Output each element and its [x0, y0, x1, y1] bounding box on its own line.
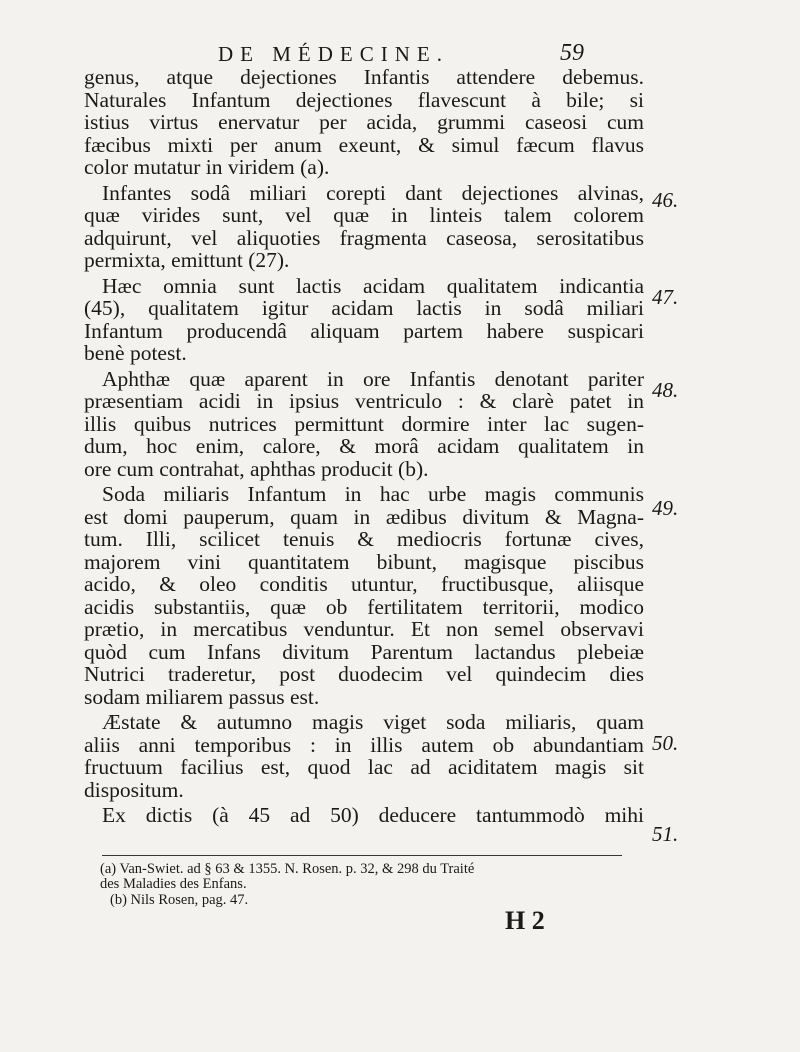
text-line: Aphthæ quæ aparent in ore Infantis denotant pariter [102, 366, 644, 391]
text-line: dispositum. [84, 777, 184, 802]
text-line: tum. Illi, scilicet tenuis & mediocris fortunæ cives, [84, 527, 644, 551]
text-line: fructuum facilius est, quod lac ad aciditatem magis sit [84, 755, 644, 779]
text-line: acido, & oleo conditis utuntur, fructibusque, aliisque [84, 572, 644, 596]
text-line: Ex dictis (à 45 ad 50) deducere tantummodò mihi [102, 803, 644, 827]
text-line: Nutrici traderetur, post duodecim vel quindecim dies [84, 662, 644, 686]
text-line: genus, atque dejectiones Infantis attendere debemus. [84, 65, 644, 89]
text-line: majorem vini quantitatem bibunt, magisque piscibus [84, 549, 644, 574]
margin-number: 51. [652, 822, 679, 846]
text-line: dum, hoc enim, calore, & morâ acidam qualitatem in [84, 434, 644, 458]
margin-number: 49. [652, 496, 679, 520]
text-line: præsentiam acidi in ipsius ventriculo : & clarè patet in [84, 389, 644, 413]
paragraph [84, 804, 644, 827]
footnote-b: (b) Nils Rosen, pag. 47. [110, 892, 249, 908]
text-line: istius virtus enervatur per acida, grummi caseosi cum [84, 110, 644, 134]
text-line: Naturales Infantum dejectiones flavescunt à bile; si [84, 87, 644, 112]
running-title: DE MÉDECINE. [218, 42, 449, 66]
text-line: acidis substantiis, quæ ob fertilitatem territorii, modico [84, 594, 644, 619]
text-line: quòd cum Infans divitum Parentum lactandus plebeiæ [84, 639, 644, 664]
text-line: permixta, emittunt (27). [84, 248, 290, 272]
text-line: fæcibus mixti per anum exeunt, & simul fæcum flavus [84, 132, 644, 157]
footnote-rule [102, 855, 622, 856]
paragraph [84, 483, 644, 708]
text-line: Infantes sodâ miliari corepti dant dejectiones alvinas, [102, 180, 644, 205]
paragraph [84, 368, 644, 481]
text-line: Infantum producendâ aliquam partem habere suspicari [84, 318, 644, 343]
text-line: illis quibus nutrices permittunt dormire inter lac sugen- [84, 411, 644, 436]
text-line: Æstate & autumno magis viget soda miliaris, quam [102, 710, 644, 734]
body-text [84, 66, 644, 830]
paragraph [84, 711, 644, 801]
paragraph [84, 275, 644, 365]
text-line: benè potest. [84, 341, 187, 365]
text-line: (45), qualitatem igitur acidam lactis in sodâ miliari [84, 296, 644, 320]
text-line: aliis anni temporibus : in illis autem ob abundantiam [84, 732, 644, 757]
text-line: Hæc omnia sunt lactis acidam qualitatem indicantia [102, 273, 644, 298]
paragraph [84, 182, 644, 272]
text-line: sodam miliarem passus est. [84, 684, 320, 709]
margin-number: 48. [652, 378, 679, 402]
text-line: color mutatur in viridem (a). [84, 155, 330, 179]
text-line: Soda miliaris Infantum in hac urbe magis communis [102, 482, 644, 506]
margin-number: 50. [652, 731, 679, 755]
margin-number: 47. [652, 285, 679, 309]
text-line: prætio, in mercatibus venduntur. Et non semel observavi [84, 617, 644, 641]
signature-mark: H 2 [505, 906, 545, 935]
footnote-a-continuation: des Maladies des Enfans. [100, 876, 247, 892]
footnote-a: (a) Van-Swiet. ad § 63 & 1355. N. Rosen. p. 32, & 298 du Traité [100, 861, 475, 877]
text-line: est domi pauperum, quam in ædibus divitum & Magna- [84, 504, 644, 529]
text-line: adquirunt, vel aliquoties fragmenta caseosa, serositatibus [84, 225, 644, 250]
text-line: ore cum contrahat, aphthas producit (b). [84, 456, 429, 481]
margin-number: 46. [652, 188, 679, 212]
text-line: quæ virides sunt, vel quæ in linteis talem colorem [84, 203, 644, 227]
page-number: 59 [560, 40, 584, 66]
paragraph [84, 66, 644, 179]
